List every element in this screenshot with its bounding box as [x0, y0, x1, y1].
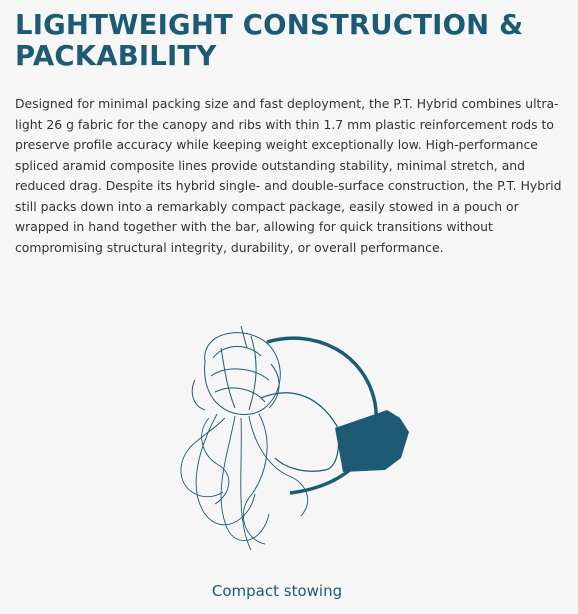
- section-title: LIGHTWEIGHT CONSTRUCTION & PACKABILITY: [15, 9, 524, 72]
- illustration-caption: Compact stowing: [211, 582, 343, 600]
- hand-holding-packed-wing-illustration: [165, 318, 425, 568]
- section-description: Designed for minimal packing size and fast deployment, the P.T. Hybrid combines ultra-light 26 g fabric for the canopy and ribs with thin 1.7 mm plastic reinforcement rods to preserve profile accuracy while keeping weight exceptionally low. High-performance spliced aramid composite lines provide outstanding stability, minimal stretch, and reduced drag. Despite its hybrid single- and double-surface construction, the P.T. Hybrid still packs down into a remarkably compact package, easily stowed in a pouch or wrapped in hand together with the bar, allowing for quick transitions without compromising structural integrity, durability, or overall performance.: [15, 96, 562, 255]
